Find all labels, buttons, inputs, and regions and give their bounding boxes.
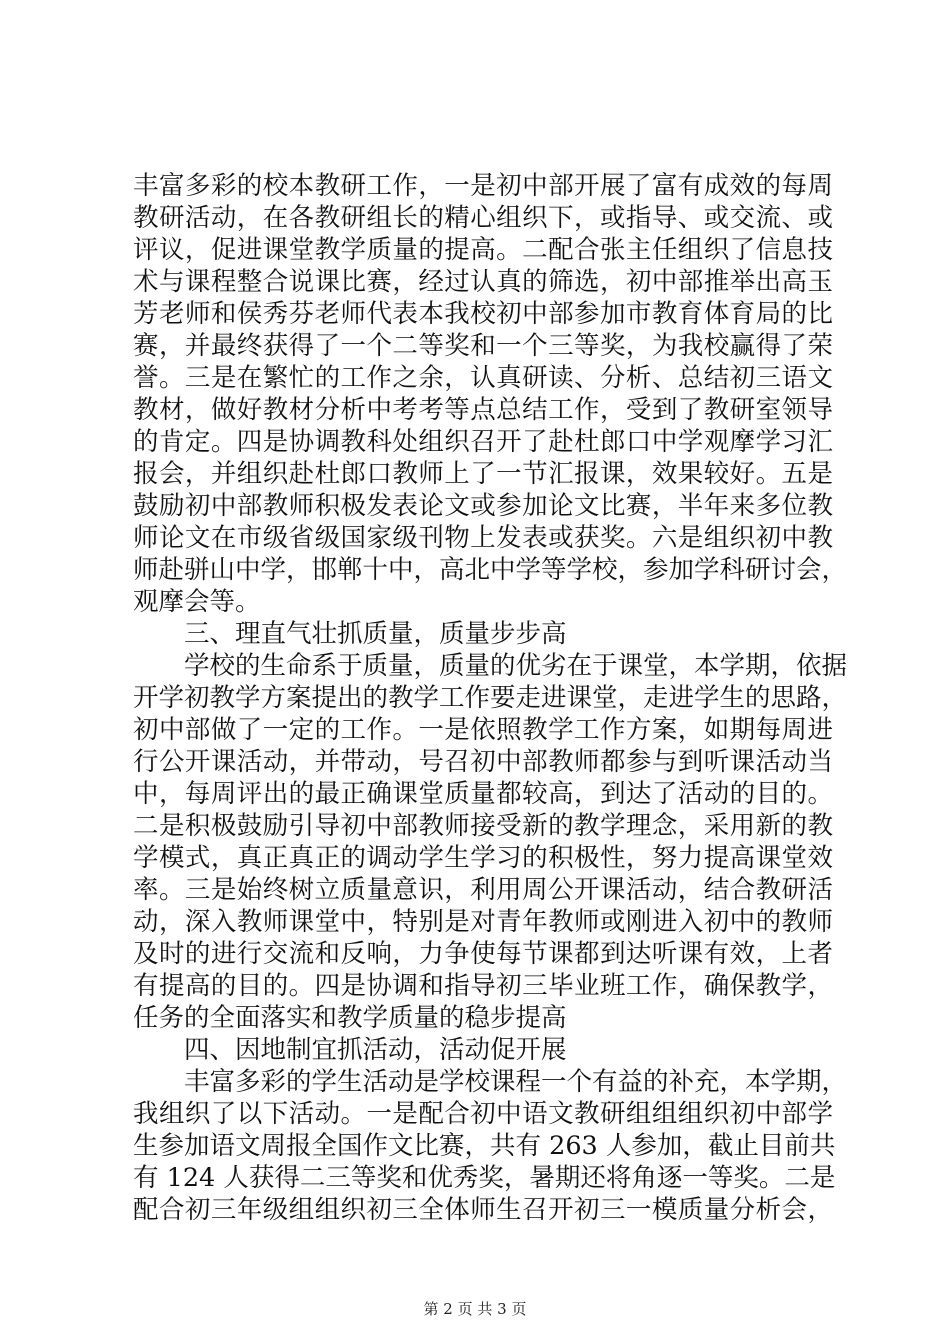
text-line: 评议，促进课堂教学质量的提高。二配合张主任组织了信息技: [133, 235, 833, 265]
text-line: 学模式，真正真正的调动学生学习的积极性，努力提高课堂效: [133, 843, 833, 873]
text-line: 观摩会等。: [133, 587, 261, 617]
text-line: 二是积极鼓励引导初中部教师接受新的教学理念，采用新的教: [133, 811, 833, 841]
text-line: 有提高的目的。四是协调和指导初三毕业班工作，确保教学，: [133, 971, 833, 1001]
text-line: 动，深入教师课堂中，特别是对青年教师或刚进入初中的教师: [133, 907, 833, 937]
text-line: 报会，并组织赴杜郎口教师上了一节汇报课，效果较好。五是: [133, 459, 833, 489]
text-line: 师赴骈山中学，邯郸十中，高北中学等学校，参加学科研讨会，: [133, 555, 848, 585]
text-line: 赛，并最终获得了一个二等奖和一个三等奖，为我校赢得了荣: [133, 331, 833, 361]
text-line: 教材，做好教材分析中考考等点总结工作，受到了教研室领导: [133, 395, 833, 425]
document-body: [133, 170, 848, 1226]
text-line: 教研活动，在各教研组长的精心组织下，或指导、或交流、或: [133, 203, 833, 233]
text-line: 行公开课活动，并带动，号召初中部教师都参与到听课活动当: [133, 747, 833, 777]
text-line: 术与课程整合说课比赛，经过认真的筛选，初中部推举出高玉: [133, 267, 833, 297]
section-heading: 三、理直气壮抓质量，质量步步高: [184, 619, 567, 649]
section-heading: 四、因地制宜抓活动，活动促开展: [184, 1035, 567, 1065]
text-line: 率。三是始终树立质量意识，利用周公开课活动，结合教研活: [133, 875, 833, 905]
text-line: 开学初教学方案提出的教学工作要走进课堂，走进学生的思路，: [133, 683, 848, 713]
text-line: 鼓励初中部教师积极发表论文或参加论文比赛，半年来多位教: [133, 491, 833, 521]
text-line: 的肯定。四是协调教科处组织召开了赴杜郎口中学观摩学习汇: [133, 427, 833, 457]
text-line: 生参加语文周报全国作文比赛，共有 263 人参加，截止目前共: [133, 1131, 836, 1161]
text-line: 丰富多彩的校本教研工作，一是初中部开展了富有成效的每周: [133, 171, 833, 201]
text-line: 誉。三是在繁忙的工作之余，认真研读、分析、总结初三语文: [133, 363, 833, 393]
text-line: 初中部做了一定的工作。一是依照教学工作方案，如期每周进: [133, 715, 833, 745]
text-line: 配合初三年级组组织初三全体师生召开初三一模质量分析会，: [133, 1195, 833, 1225]
page-footer: 第 2 页 共 3 页: [423, 1300, 527, 1318]
text-line: 师论文在市级省级国家级刊物上发表或获奖。六是组织初中教: [133, 523, 833, 553]
text-line: 及时的进行交流和反响，力争使每节课都到达听课有效，上者: [133, 939, 833, 969]
text-line: 丰富多彩的学生活动是学校课程一个有益的补充，本学期，: [184, 1067, 848, 1097]
text-line: 我组织了以下活动。一是配合初中语文教研组组组织初中部学: [133, 1099, 833, 1129]
text-line: 学校的生命系于质量，质量的优劣在于课堂，本学期，依据: [184, 651, 848, 681]
text-line: 芳老师和侯秀芬老师代表本我校初中部参加市教育体育局的比: [133, 299, 833, 329]
text-line: 中，每周评出的最正确课堂质量都较高，到达了活动的目的。: [133, 779, 833, 809]
text-line: 任务的全面落实和教学质量的稳步提高: [133, 1003, 567, 1033]
text-line: 有 124 人获得二三等奖和优秀奖，暑期还将角逐一等奖。二是: [133, 1163, 836, 1193]
